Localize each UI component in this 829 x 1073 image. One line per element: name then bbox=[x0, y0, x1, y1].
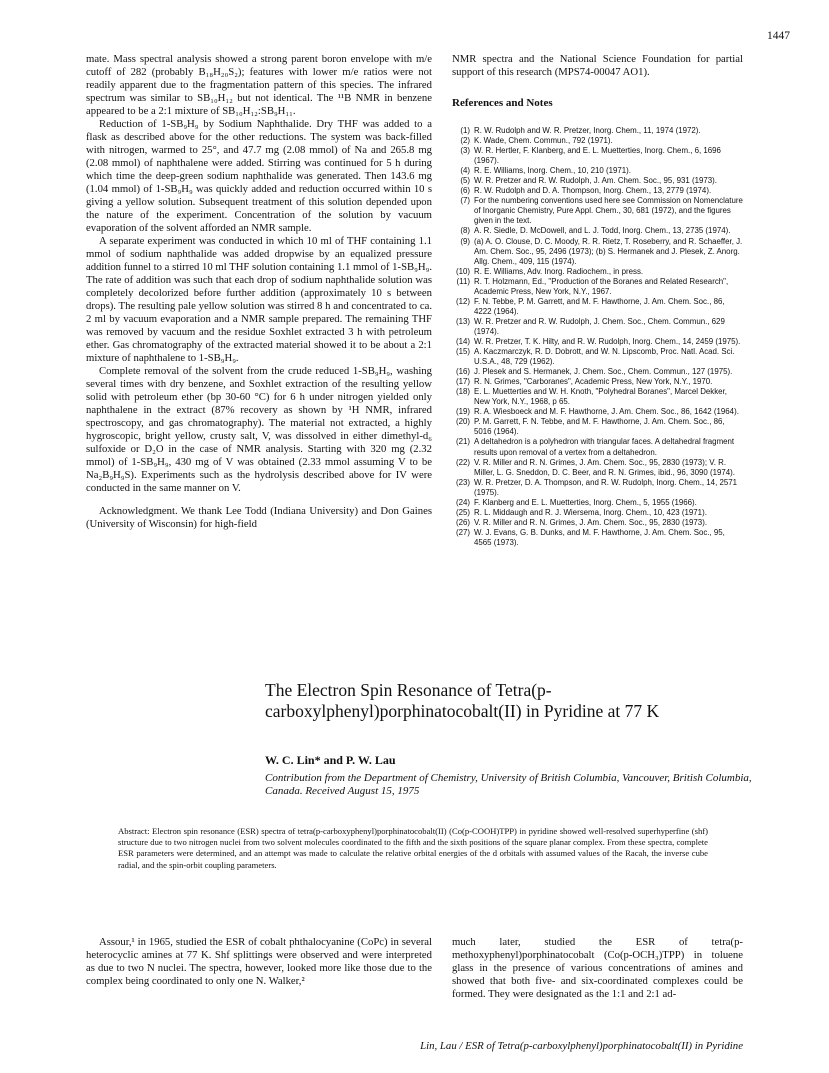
reference-item bbox=[452, 136, 743, 146]
reference-text: For the numbering conventions used here see Commission on Nomenclature of Inorganic Chemistry, Pure Appl. Chem., 30, 681 (1972), and the figures given in the text. bbox=[474, 196, 743, 226]
body-right-column bbox=[452, 936, 743, 1001]
reference-text: A. R. Siedle, D. McDowell, and L. J. Todd, Inorg. Chem., 13, 2735 (1974). bbox=[474, 226, 731, 236]
reference-number: (26) bbox=[455, 517, 470, 527]
reference-text: V. R. Miller and R. N. Grimes, J. Am. Chem. Soc., 95, 2830 (1973). bbox=[474, 517, 708, 527]
reference-number: (22) bbox=[455, 457, 470, 467]
right-column bbox=[452, 53, 743, 548]
reference-number: (19) bbox=[455, 407, 470, 417]
reference-text: A deltahedron is a polyhedron with triangular faces. A deltahedral fragment results upon removal of a vertex from a deltahedron. bbox=[474, 437, 735, 457]
reference-item bbox=[452, 237, 743, 267]
reference-text: W. R. Hertler, F. Klanberg, and E. L. Muetterties, Inorg. Chem., 6, 1696 (1967). bbox=[474, 146, 721, 166]
reference-item bbox=[452, 176, 743, 186]
reference-text: R. E. Williams, Adv. Inorg. Radiochem., in press. bbox=[474, 266, 644, 276]
reference-item bbox=[452, 437, 743, 457]
reference-text: R. A. Wiesboeck and M. F. Hawthorne, J. Am. Chem. Soc., 86, 1642 (1964). bbox=[474, 407, 739, 417]
reference-item bbox=[452, 146, 743, 166]
reference-text: E. L. Muetterties and W. H. Knoth, "Polyhedral Boranes", Marcel Dekker, New York, N.Y., 1968, p 65. bbox=[474, 387, 727, 407]
reference-item bbox=[452, 126, 743, 136]
reference-number: (1) bbox=[460, 126, 470, 135]
reference-text: W. R. Pretzer and R. W. Rudolph, J. Am. Chem. Soc., 95, 931 (1973). bbox=[474, 176, 717, 186]
references-heading: References and Notes bbox=[452, 97, 553, 109]
reference-item bbox=[452, 196, 743, 226]
reference-number: (8) bbox=[460, 226, 470, 236]
reference-text: R. N. Grimes, "Carboranes", Academic Press, New York, N.Y., 1970. bbox=[474, 377, 713, 387]
reference-item bbox=[452, 226, 743, 236]
reference-number: (13) bbox=[455, 316, 470, 326]
reference-number: (16) bbox=[455, 367, 470, 377]
reference-item bbox=[452, 508, 743, 518]
body-left-column bbox=[86, 936, 432, 988]
references-list bbox=[452, 126, 743, 548]
abstract: Abstract: Electron spin resonance (ESR) spectra of tetra(p-carboxyphenyl)porphinatocobalt(II) (Co(p-COOH)TPP) in pyridine showed well-resolved superhyperfine (shf) structure due to two nitrogen nuclei from two solvent molecules coordinated to the fifth and the sixth positions of the square planar complex. From these spectra, complete ESR parameters were determined, and an attempt was made to calculate the relative orbital energies of the d orbitals with assumed values of the Racah, the inverse cube radial, and the spin-orbit coupling parameters. bbox=[118, 826, 708, 870]
reference-text: R. T. Holzmann, Ed., "Production of the Boranes and Related Research", Academic Press, New York, N.Y., 1967. bbox=[474, 276, 729, 296]
reference-text: W. J. Evans, G. B. Dunks, and M. F. Hawthorne, J. Am. Chem. Soc., 95, 4565 (1973). bbox=[474, 527, 725, 547]
reference-number: (9) bbox=[460, 236, 470, 246]
reference-item bbox=[452, 387, 743, 407]
reference-number: (11) bbox=[456, 276, 470, 286]
reference-item bbox=[452, 518, 743, 528]
reference-number: (5) bbox=[460, 176, 470, 186]
reference-number: (24) bbox=[455, 497, 470, 507]
reference-text: A. Kaczmarczyk, R. D. Dobrott, and W. N. Lipscomb, Proc. Natl. Acad. Sci. U.S.A., 48, 729 (1962). bbox=[474, 347, 735, 367]
reference-text: R. W. Rudolph and D. A. Thompson, Inorg. Chem., 13, 2779 (1974). bbox=[474, 186, 712, 196]
reference-number: (12) bbox=[455, 296, 470, 306]
reference-item bbox=[452, 478, 743, 498]
reference-number: (27) bbox=[455, 527, 470, 537]
reference-number: (4) bbox=[460, 166, 470, 176]
reference-text: F. Klanberg and E. L. Muetterties, Inorg. Chem., 5, 1955 (1966). bbox=[474, 497, 697, 507]
reference-item bbox=[452, 417, 743, 437]
paragraph: Assour,¹ in 1965, studied the ESR of cobalt phthalocyanine (CoPc) in several heterocyclic amines at 77 K. Shf splittings were observed and were interpreted as due to two N nuclei. The spectra, however, looked more like those due to the complex being coordinated to only one N. Walker,² bbox=[86, 936, 432, 987]
authors: W. C. Lin* and P. W. Lau bbox=[265, 753, 396, 767]
acknowledgment-paragraph: Acknowledgment. We thank Lee Todd (Indiana University) and Don Gaines (University of Wisconsin) for high-field bbox=[86, 505, 432, 530]
reference-item bbox=[452, 377, 743, 387]
reference-number: (15) bbox=[455, 347, 470, 357]
reference-number: (21) bbox=[455, 437, 470, 447]
reference-text: (a) A. O. Clouse, D. C. Moody, R. R. Rietz, T. Roseberry, and R. Schaeffer, J. Am. Chem. Soc., 95, 2496 (1973); (b) S. Hermanek and J. Plesek, Z. Anorg. Allg. Chem., 409, 115 (1974). bbox=[474, 236, 743, 266]
reference-item bbox=[452, 458, 743, 478]
paragraph: Reduction of 1-SB₉H₉ by Sodium Naphthalide. Dry THF was added to a flask as described above for the other reductions. The system was back-filled with nitrogen, warmed to 25°, and 47.7 mg (2.08 mmol) of Na and 265.8 mg (2.08 mmol) of naphthalene were added. Stirring was continued for 5 h during which time the deep-green sodium naphthalide was generated. Then 143.6 mg (1.04 mmol) of 1-SB₉H₉ was quickly added and reduction occurred within 10 s giving a yellow solution. Subsequent treatment of this solution depended upon the nature of the experiment. Concentration of the solution by vacuum evaporation of the solvent afforded an NMR sample. bbox=[86, 118, 432, 234]
reference-text: P. M. Garrett, F. N. Tebbe, and M. F. Hawthorne, J. Am. Chem. Soc., 86, 5016 (1964). bbox=[474, 417, 725, 437]
left-column bbox=[86, 53, 432, 531]
reference-number: (17) bbox=[455, 377, 470, 387]
reference-item bbox=[452, 166, 743, 176]
reference-item bbox=[452, 277, 743, 297]
reference-text: J. Plesek and S. Hermanek, J. Chem. Soc., Chem. Commun., 127 (1975). bbox=[474, 367, 733, 377]
page-number: 1447 bbox=[767, 30, 790, 42]
reference-item bbox=[452, 337, 743, 347]
paragraph: NMR spectra and the National Science Foundation for partial support of this research (MPS74-00047 AO1). bbox=[452, 53, 743, 78]
reference-number: (2) bbox=[460, 136, 470, 146]
reference-text: R. W. Rudolph and W. R. Pretzer, Inorg. Chem., 11, 1974 (1972). bbox=[474, 126, 701, 135]
paragraph: mate. Mass spectral analysis showed a strong parent boron envelope with m/e cutoff of 282 (probably B₁₈H₂₀S₂); features with lower m/e ratios were not readily apparent due to the fragmentation pattern of this species. The infrared spectrum was similar to SB₁₀H₁₂ but not identical. The ¹¹B NMR in benzene appeared to be a 2:1 mixture of SB₁₀H₁₂:SB₉H₁₁. bbox=[86, 53, 432, 117]
reference-number: (6) bbox=[460, 186, 470, 196]
reference-item bbox=[452, 186, 743, 196]
reference-number: (10) bbox=[455, 266, 470, 276]
reference-text: W. R. Pretzer and R. W. Rudolph, J. Chem. Soc., Chem. Commun., 629 (1974). bbox=[474, 316, 725, 336]
reference-item bbox=[452, 297, 743, 317]
reference-number: (25) bbox=[455, 507, 470, 517]
paragraph: Complete removal of the solvent from the crude reduced 1-SB₉H₉, washing several times with dry benzene, and Soxhlet extraction of the resulting yellow solid with petroleum ether (bp 30-60 °C) for 6 h under nitrogen yielded only naphthalene in the extract (87% recovery as shown by ¹H NMR, infrared spectroscopy, and gas chromatography). The material not extracted, a highly hygroscopic, bright yellow, crusty salt, V, was dissolved in either dimethyl-d₆ sulfoxide or D₂O in the case of NMR analysis. Starting with 320 mg (2.32 mmol) of 1-SB₉H₉, 430 mg of V was obtained (2.33 mmol assuming V to be Na₂B₉H₉S). Experiments such as the hydrolysis described above for IV were conducted in the same manner on V. bbox=[86, 365, 432, 494]
reference-item bbox=[452, 347, 743, 367]
paragraph: much later, studied the ESR of tetra(p-methoxyphenyl)porphinatocobalt (Co(p-OCH₃)TPP) in toluene glass in the presence of various concentrations of amines and showed that both five- and six-coordinated complexes could be formed. They were designated as the 1:1 and 2:1 ad- bbox=[452, 936, 743, 1000]
reference-text: W. R. Pretzer, D. A. Thompson, and R. W. Rudolph, Inorg. Chem., 14, 2571 (1975). bbox=[474, 477, 738, 497]
affiliation: Contribution from the Department of Chemistry, University of British Columbia, Vancouver, British Columbia, Canada. Received August 15, 1975 bbox=[265, 772, 752, 797]
running-footer: Lin, Lau / ESR of Tetra(p-carboxylphenyl)porphinatocobalt(II) in Pyridine bbox=[420, 1040, 743, 1052]
reference-text: R. L. Middaugh and R. J. Wiersema, Inorg. Chem., 10, 423 (1971). bbox=[474, 507, 707, 517]
reference-text: W. R. Pretzer, T. K. Hilty, and R. W. Rudolph, Inorg. Chem., 14, 2459 (1975). bbox=[474, 336, 741, 346]
reference-item bbox=[452, 528, 743, 548]
reference-item bbox=[452, 317, 743, 337]
reference-number: (20) bbox=[455, 417, 470, 427]
reference-text: F. N. Tebbe, P. M. Garrett, and M. F. Hawthorne, J. Am. Chem. Soc., 86, 4222 (1964). bbox=[474, 296, 725, 316]
reference-number: (3) bbox=[460, 146, 470, 156]
reference-number: (7) bbox=[460, 196, 470, 206]
reference-text: R. E. Williams, Inorg. Chem., 10, 210 (1971). bbox=[474, 166, 631, 176]
reference-number: (14) bbox=[455, 336, 470, 346]
article-title: The Electron Spin Resonance of Tetra(p-carboxylphenyl)porphinatocobalt(II) in Pyridine at 77 K bbox=[265, 680, 660, 721]
paragraph: A separate experiment was conducted in which 10 ml of THF containing 1.1 mmol of sodium naphthalide was added dropwise by an equalized pressure addition funnel to a stirred 10 ml THF solution containing 1.1 mmol of 1-SB₉H₉. The rate of addition was such that each drop of sodium naphthalide solution was completely decolorized before further addition (approximately 10 s between drops). The resulting pale yellow solution was stirred 8 h and concentrated to ca. 2 ml by vacuum evaporation and a NMR sample prepared. The remaining THF was removed by vacuum and the residue Soxhlet extracted 3 h with petroleum ether. Gas chromatography of the extracted material showed it to be about a 2:1 mixture of naphthalene to 1-SB₉H₉. bbox=[86, 235, 432, 364]
reference-item bbox=[452, 407, 743, 417]
reference-text: V. R. Miller and R. N. Grimes, J. Am. Chem. Soc., 95, 2830 (1973); V. R. Miller, L. G. Sneddon, D. C. Beer, and R. N. Grimes, ibid., 96, 3090 (1974). bbox=[474, 457, 735, 477]
reference-text: K. Wade, Chem. Commun., 792 (1971). bbox=[474, 136, 613, 146]
reference-number: (23) bbox=[455, 477, 470, 487]
reference-item bbox=[452, 498, 743, 508]
reference-number: (18) bbox=[455, 387, 470, 397]
reference-item bbox=[452, 267, 743, 277]
reference-item bbox=[452, 367, 743, 377]
